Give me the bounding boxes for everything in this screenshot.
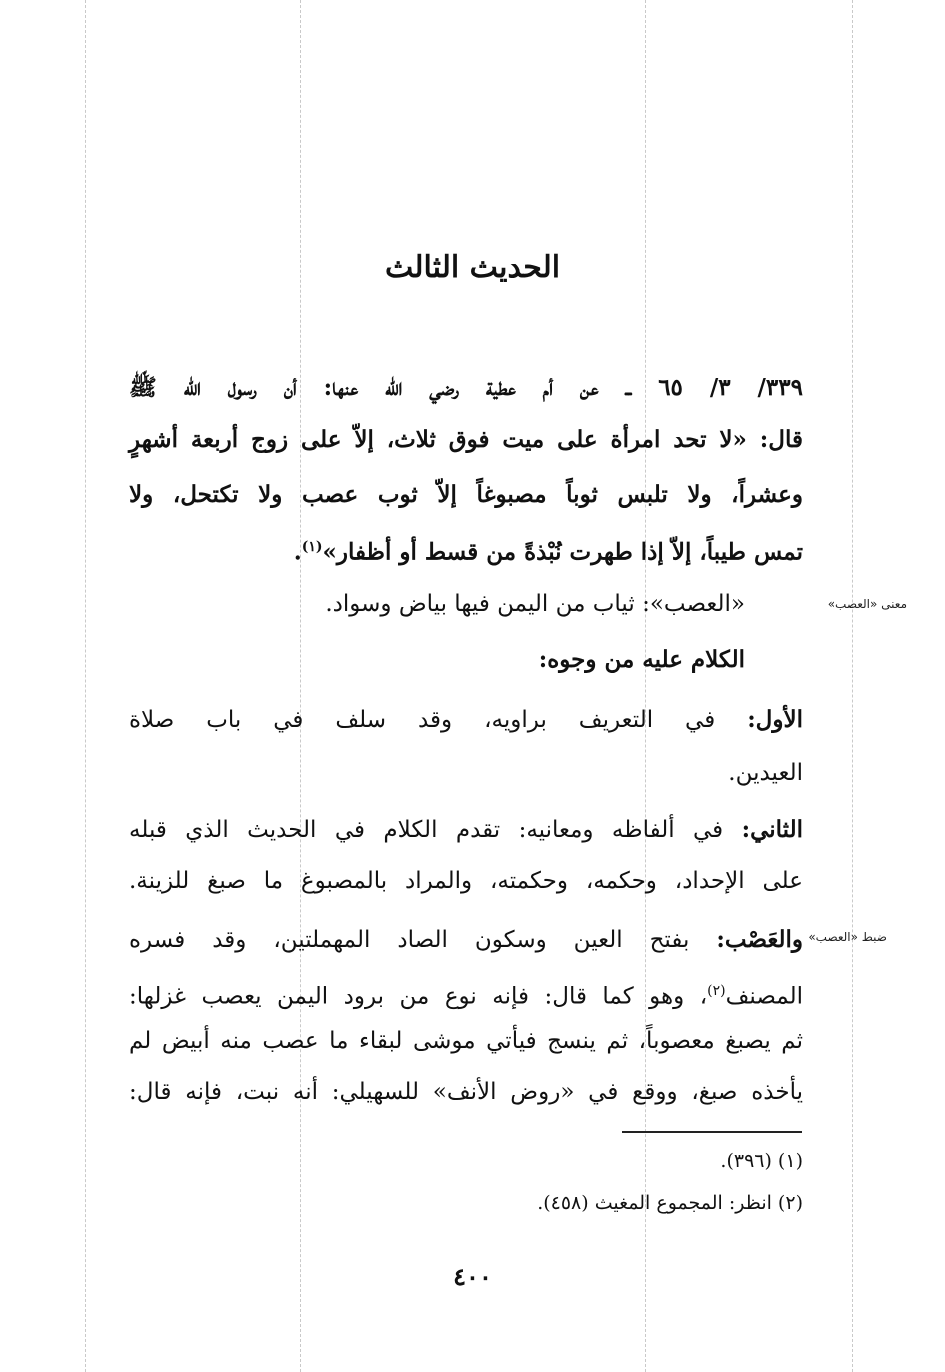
asab-line-2 [129,976,803,1012]
hadith-line-4-end: . [293,538,302,566]
first-line-1-text: في التعريف براويه، وقد سلف في باب صلاة [129,707,716,733]
footnote-1: (١) (٣٩٦). [720,1150,803,1172]
second-point-line-2: على الإحداد، وحكمه، وحكمته، والمراد بالمصبوغ ما صبغ للزينة. [129,868,803,894]
footnote-ref-2: (٢) [707,983,726,999]
asab-line-2-b: ، وهو كما قال: فإنه نوع من برود اليمن يعصب غزلها: [129,983,708,1010]
scan-guide-line [645,0,646,1372]
scan-guide-line [85,0,86,1372]
footnote-2: (٢) انظر: المجموع المغيث (٤٥٨). [537,1192,803,1214]
second-label: الثاني: [741,816,803,843]
margin-note-asab-meaning: معنى «العصب» [827,597,907,611]
hadith-line-3: وعشراً، ولا تلبس ثوباً مصبوغاً إلاّ ثوب عصب ولا تكتحل، ولا [129,481,803,508]
asab-line-2-a: المصنف [725,983,803,1010]
wujuh-intro: الكلام عليه من وجوه: [538,646,745,673]
hadith-line-4-text: تمس طيباً، إلاّ إذا طهرت نُبْذةً من قسط أو أظفار» [322,538,803,566]
margin-note-asab-spelling: ضبط «العصب» [808,930,887,944]
scan-guide-line [300,0,301,1372]
page-number: ٤٠٠ [453,1262,492,1291]
asab-definition: «العصب»: ثياب من اليمن فيها بياض وسواد. [325,591,745,617]
hadith-line-4 [129,532,803,568]
hadith-line-1: ٣٣٩/ ٣/ ٦٥ ــ عن أم عطية رضي الله عنها: أن رسول الله ﷺ [129,374,803,401]
second-line-1-text: في ألفاظه ومعانيه: تقدم الكلام في الحديث الذي قبله [129,817,724,843]
footnote-ref-1: (١) [301,539,323,555]
asab-label: والعَصْب: [716,926,804,953]
asab-line-3: ثم يصبغ معصوباً، ثم ينسج فيأتي موشى لبقاء ما عصب منه أبيض لم [129,1028,803,1054]
asab-line-1 [129,925,803,955]
chapter-title: الحديث الثالث [384,250,561,285]
asab-line-4: يأخذه صبغ، ووقع في «روض الأنف» للسهيلي: أنه نبت، فإنه قال: [129,1079,803,1105]
first-point-line-2: العيدين. [728,760,803,786]
second-point-line-1 [129,815,803,845]
asab-line-1-text: بفتح العين وسكون الصاد المهملتين، وقد فسره [129,927,690,953]
scan-guide-line [852,0,853,1372]
hadith-line-2: قال: «لا تحد امرأة على ميت فوق ثلاث، إلاّ على زوج أربعة أشهرٍ [129,426,803,453]
first-label: الأول: [747,706,804,733]
footnote-separator [622,1131,802,1133]
first-point-line-1 [129,705,803,735]
